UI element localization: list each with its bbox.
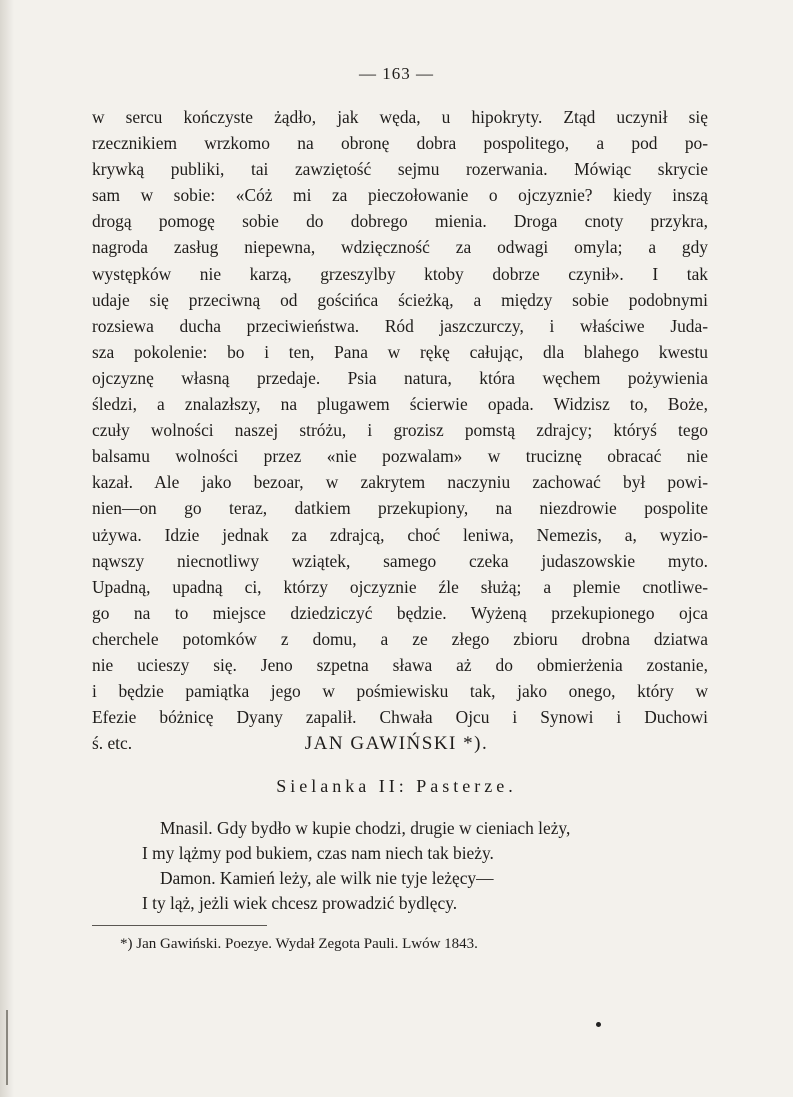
prose-line: występków nie karzą, grzeszylby ktoby dobrze czynił». I tak xyxy=(92,263,708,284)
prose-line: nąwszy niecnotliwy wziątek, samego czeka judaszowskie myto. xyxy=(92,550,708,571)
prose-line: nagroda zasług niepewna, wdzięczność za odwagi omyla; a gdy xyxy=(92,237,708,258)
prose-line: sza pokolenie: bo i ten, Pana w rękę całując, dla blahego kwestu xyxy=(92,341,708,362)
poem-line: Damon. Kamień leży, ale wilk nie tyje leżęcy— xyxy=(160,868,494,888)
poem-line: I my lążmy pod bukiem, czas nam niech tak bieży. xyxy=(142,843,494,863)
prose-line: rozsiewa ducha przeciwieństwa. Ród jaszczurczy, i właściwe Juda- xyxy=(92,315,708,336)
prose-line: rzecznikiem wrzkomo na obronę dobra pospolitego, a pod po- xyxy=(92,133,708,154)
prose-line: ojczyznę własną przedaje. Psia natura, która węchem pożywienia xyxy=(92,367,708,388)
prose-line: czuły wolności naszej stróżu, i grozisz pomstą zdrajcy; któryś tego xyxy=(92,420,708,441)
prose-line: Upadną, upadną ci, którzy ojczyznie źle służą; a plemie cnotliwe- xyxy=(92,576,708,597)
prose-line: używa. Idzie jednak za zdrajcą, choć leniwa, Nemezis, a, wyzio- xyxy=(92,524,708,545)
prose-line: ś. etc. xyxy=(92,733,133,754)
page-edge-shadow xyxy=(0,0,14,1097)
prose-line: i będzie pamiątka jego w pośmiewisku tak, jako onego, który w xyxy=(92,681,708,702)
footnote: *) Jan Gawiński. Poezye. Wydał Zegota Pauli. Lwów 1843. xyxy=(120,936,478,952)
prose-line: udaje się przeciwną od gościńca ścieżką, a między sobie podobnymi xyxy=(92,289,708,310)
footnote-divider xyxy=(92,925,267,926)
prose-line: sam w sobie: «Cóż mi za pieczołowanie o ojczyznie? kiedy inszą xyxy=(92,185,708,206)
poem-title: Sielanka II: Pasterze. xyxy=(276,776,517,796)
prose-line: śledzi, a znalazłszy, na plugawem ścierwie opada. Widzisz to, Boże, xyxy=(92,394,708,415)
author-heading: JAN GAWIŃSKI *). xyxy=(304,733,489,754)
prose-line: drogą pomogę sobie do dobrego mienia. Droga cnoty przykra, xyxy=(92,211,708,232)
poem-line: I ty ląż, jeżli wiek chcesz prowadzić bydlęcy. xyxy=(142,893,458,913)
prose-line: cherchele potomków z domu, a ze złego zbioru drobna dziatwa xyxy=(92,628,708,649)
poem-line: Mnasil. Gdy bydło w kupie chodzi, drugie w cieniach leży, xyxy=(160,818,571,838)
prose-line: balsamu wolności przez «nie pozwalam» w truciznę obracać nie xyxy=(92,446,708,467)
prose-line: Efezie bóżnicę Dyany zapalił. Chwała Ojcu i Synowi i Duchowi xyxy=(92,707,708,728)
poem-block xyxy=(142,816,720,916)
binding-mark xyxy=(6,1010,8,1085)
prose-line: nien—on go teraz, datkiem przekupiony, na niezdrowie pospolite xyxy=(92,498,708,519)
ink-dot xyxy=(596,1022,601,1027)
page-number: — 163 — xyxy=(359,64,434,83)
prose-line: krywką publiki, tai zawziętość sejmu rozerwania. Mówiąc skrycie xyxy=(92,159,708,180)
prose-line: nie ucieszy się. Jeno szpetna sława aż do obmierżenia zostanie, xyxy=(92,654,708,675)
prose-line: kazał. Ale jako bezoar, w zakrytem naczyniu zachować był powi- xyxy=(92,472,708,493)
prose-line: w sercu kończyste żądło, jak węda, u hipokryty. Ztąd uczynił się xyxy=(92,107,708,127)
prose-line: go na to miejsce dziedziczyć będzie. Wyżeną przekupionego ojca xyxy=(92,602,708,623)
prose-block xyxy=(92,104,708,756)
